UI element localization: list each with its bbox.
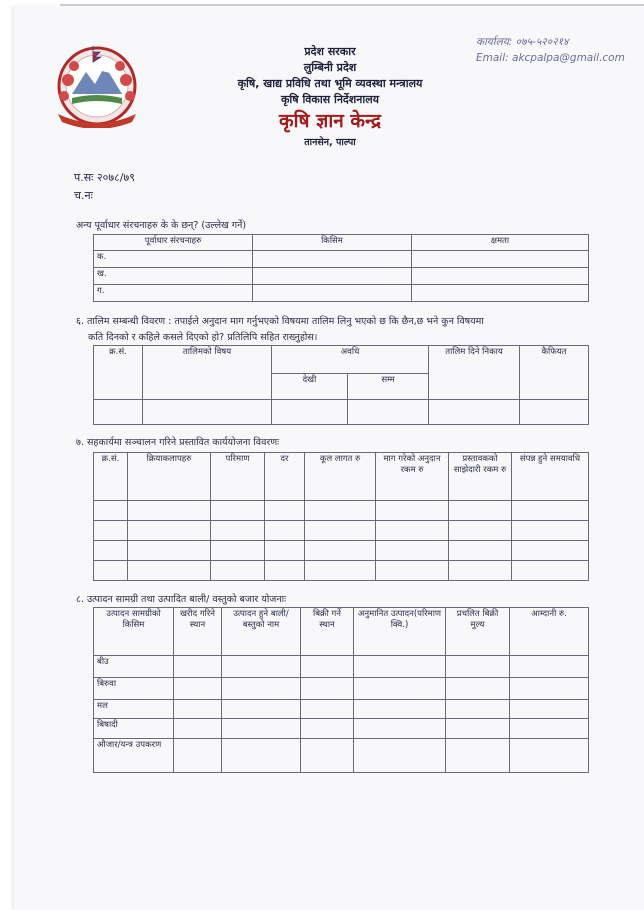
empty-cell bbox=[94, 541, 128, 561]
plan-header-share: प्रस्तावकको साझेदारी रकम रु bbox=[449, 453, 512, 501]
training-header-subject: तालिमको विषय bbox=[143, 346, 272, 400]
market-header-income: आम्दानी रु. bbox=[510, 608, 589, 656]
plan-header-grant: माग गरेको अनुदान रकम रु bbox=[376, 453, 449, 501]
plan-header-rate: दर bbox=[265, 453, 305, 501]
table-row bbox=[94, 400, 589, 425]
empty-cell bbox=[446, 656, 510, 678]
header-line-3: कृषि, खाद्य प्रविधि तथा भूमि व्यवस्था मन्त्रालय bbox=[237, 77, 423, 90]
phone-text: कार्यालय: ०७५-५२०२१४ bbox=[476, 36, 569, 48]
empty-cell bbox=[128, 521, 211, 541]
empty-cell bbox=[512, 561, 589, 581]
infra-row-label: ग. bbox=[94, 285, 253, 302]
empty-cell bbox=[512, 541, 589, 561]
empty-cell bbox=[376, 541, 449, 561]
market-row-label: बीउ bbox=[94, 656, 174, 678]
table-row bbox=[94, 656, 589, 678]
infra-table bbox=[93, 234, 589, 302]
empty-cell bbox=[449, 541, 512, 561]
office-location: तानसेन, पाल्पा bbox=[304, 137, 356, 148]
empty-cell bbox=[376, 561, 449, 581]
empty-cell bbox=[265, 541, 305, 561]
empty-cell bbox=[354, 656, 446, 678]
market-header-material: उत्पादन सामग्रीको किसिम bbox=[94, 608, 174, 656]
empty-cell bbox=[222, 719, 301, 739]
table-row bbox=[94, 501, 589, 521]
table-row bbox=[94, 541, 589, 561]
empty-cell bbox=[265, 501, 305, 521]
empty-cell bbox=[222, 656, 301, 678]
infra-question: अन्य पूर्वाधार संरचनाहरु के के छन्? (उल्लेख गर्ने) bbox=[76, 220, 247, 231]
infra-header-type: किसिम bbox=[253, 235, 412, 251]
empty-cell bbox=[174, 700, 222, 719]
infra-header-structure: पूर्वाधार संरचनाहरु bbox=[94, 235, 253, 251]
empty-cell bbox=[211, 521, 265, 541]
nepal-emblem-icon bbox=[48, 40, 146, 128]
dispatch-number: च.नः bbox=[74, 189, 93, 202]
empty-cell bbox=[265, 561, 305, 581]
market-row-label: मल bbox=[94, 700, 174, 719]
empty-cell bbox=[222, 739, 301, 773]
empty-cell bbox=[301, 739, 354, 773]
table-row bbox=[94, 268, 589, 285]
empty-cell bbox=[376, 521, 449, 541]
empty-cell bbox=[174, 656, 222, 678]
training-header-remarks: कैफियत bbox=[520, 346, 589, 400]
infra-row-label: ख. bbox=[94, 268, 253, 285]
empty-cell bbox=[449, 501, 512, 521]
email-text: Email: akcpalpa@gmail.com bbox=[476, 52, 625, 64]
market-header-purchase-place: खरीद गरिने स्थान bbox=[174, 608, 222, 656]
header-line-2: लुम्बिनी प्रदेश bbox=[303, 61, 357, 74]
empty-cell bbox=[510, 719, 589, 739]
market-row-label: बिरुवा bbox=[94, 678, 174, 700]
empty-cell bbox=[301, 700, 354, 719]
empty-cell bbox=[301, 656, 354, 678]
empty-cell bbox=[174, 719, 222, 739]
plan-header-sn: क्र.सं. bbox=[94, 453, 128, 501]
empty-cell bbox=[94, 501, 128, 521]
empty-cell bbox=[128, 561, 211, 581]
market-row-label: औजार/यन्त्र उपकरण bbox=[94, 739, 174, 773]
infra-header-capacity: क्षमता bbox=[412, 235, 589, 251]
page-edge-line bbox=[60, 4, 644, 6]
empty-cell bbox=[305, 541, 376, 561]
market-question: ८. उत्पादन सामग्री तथा उत्पादित बाली/ वस्तुको बजार योजनाः bbox=[76, 594, 286, 605]
plan-header-timeline: संपन्न हुने समयावधि bbox=[512, 453, 589, 501]
empty-cell bbox=[265, 521, 305, 541]
infra-row-label: क. bbox=[94, 251, 253, 268]
empty-cell bbox=[510, 656, 589, 678]
office-header bbox=[200, 44, 460, 152]
empty-cell bbox=[376, 501, 449, 521]
empty-cell bbox=[174, 739, 222, 773]
market-header-crop-name: उत्पादन हुने बाली/ बस्तुको नाम bbox=[222, 608, 301, 656]
empty-cell bbox=[510, 678, 589, 700]
market-header-price: प्रचलित बिक्री मुल्य bbox=[446, 608, 510, 656]
training-question-line-1: ६. तालिम सम्बन्धी विवरण : तपाईले अनुदान माग गर्नुभएको विषयमा तालिम लिनु भएको छ कि छैन,छ भने कुन विषयमा bbox=[76, 316, 484, 327]
training-header-from: देखी bbox=[272, 374, 348, 400]
empty-cell bbox=[301, 719, 354, 739]
empty-cell bbox=[354, 700, 446, 719]
empty-cell bbox=[446, 700, 510, 719]
empty-cell bbox=[512, 501, 589, 521]
plan-table bbox=[93, 452, 589, 581]
empty-cell bbox=[211, 561, 265, 581]
training-header-duration: अवधि bbox=[272, 346, 429, 374]
table-row bbox=[94, 678, 589, 700]
empty-cell bbox=[354, 719, 446, 739]
table-row bbox=[94, 719, 589, 739]
empty-cell bbox=[449, 521, 512, 541]
empty-cell bbox=[510, 700, 589, 719]
empty-cell bbox=[305, 561, 376, 581]
plan-header-activities: क्रियाकलापहरु bbox=[128, 453, 211, 501]
training-table bbox=[93, 345, 589, 425]
table-row bbox=[94, 739, 589, 773]
header-line-4: कृषि विकास निर्देशनालय bbox=[280, 93, 380, 106]
empty-cell bbox=[305, 501, 376, 521]
header-line-1: प्रदेश सरकार bbox=[304, 45, 356, 58]
market-row-label: बिषादी bbox=[94, 719, 174, 739]
empty-cell bbox=[305, 521, 376, 541]
letter-number: प.सः २०७८/७९ bbox=[74, 171, 135, 184]
empty-cell bbox=[222, 700, 301, 719]
empty-cell bbox=[94, 521, 128, 541]
contact-block bbox=[476, 34, 625, 66]
table-row bbox=[94, 251, 589, 268]
training-header-org: तालिम दिने निकाय bbox=[429, 346, 520, 400]
table-row bbox=[94, 285, 589, 302]
empty-cell bbox=[222, 678, 301, 700]
plan-header-quantity: परिमाण bbox=[211, 453, 265, 501]
office-title: कृषि ज्ञान केन्द्र bbox=[279, 110, 381, 132]
empty-cell bbox=[354, 739, 446, 773]
empty-cell bbox=[128, 501, 211, 521]
empty-cell bbox=[354, 678, 446, 700]
plan-header-total-cost: कूल लागत रु bbox=[305, 453, 376, 501]
empty-cell bbox=[510, 739, 589, 773]
table-row bbox=[94, 700, 589, 719]
training-question-line-2: कति दिनको र कहिले कसले दिएको हो? प्रतिलिपि सहित राख्नुहोस। bbox=[88, 332, 318, 343]
empty-cell bbox=[211, 501, 265, 521]
empty-cell bbox=[128, 541, 211, 561]
market-table bbox=[93, 607, 589, 773]
market-header-estimated-production: अनुमानित उत्पादन(परिमाण क्वि.) bbox=[354, 608, 446, 656]
table-row bbox=[94, 561, 589, 581]
plan-question: ७. सहकार्यमा सञ्चालन गरिने प्रस्तावित कार्ययोजना विवरणः bbox=[76, 437, 280, 448]
empty-cell bbox=[449, 561, 512, 581]
table-row bbox=[94, 521, 589, 541]
empty-cell bbox=[446, 739, 510, 773]
empty-cell bbox=[446, 678, 510, 700]
empty-cell bbox=[94, 561, 128, 581]
training-header-to: सम्म bbox=[348, 374, 429, 400]
empty-cell bbox=[446, 719, 510, 739]
market-header-sale-place: बिक्री गर्ने स्थान bbox=[301, 608, 354, 656]
empty-cell bbox=[512, 521, 589, 541]
empty-cell bbox=[174, 678, 222, 700]
empty-cell bbox=[301, 678, 354, 700]
training-header-sn: क्र.सं. bbox=[94, 346, 143, 400]
empty-cell bbox=[211, 541, 265, 561]
